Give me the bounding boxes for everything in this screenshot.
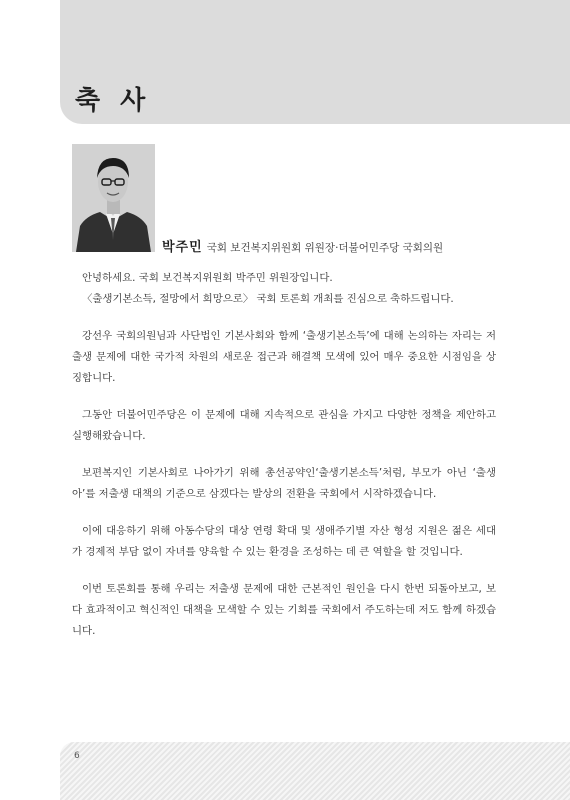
greeting-paragraph xyxy=(72,268,496,310)
footer-band xyxy=(60,742,570,800)
speaker-name: 박주민 xyxy=(162,240,203,255)
body-paragraph: 보편복지인 기본사회로 나아가기 위해 총선공약인‘출생기본소득’처럼, 부모가 아닌 ‘출생아’를 저출생 대책의 기준으로 삼겠다는 발상의 전환을 국회에서 시작하겠습니다. xyxy=(72,467,496,500)
body-paragraph: 강선우 국회의원님과 사단법인 기본사회와 함께 ‘출생기본소득’에 대해 논의하는 자리는 저출생 문제에 대한 국가적 차원의 새로운 접근과 해결책 모색에 있어 매우 중요한 시점임을 상징합니다. xyxy=(72,330,496,384)
congratulatory-message xyxy=(72,268,496,658)
title-char-1: 축 xyxy=(75,86,103,116)
speaker-caption xyxy=(162,236,443,255)
greeting-line: 안녕하세요. 국회 보건복지위원회 박주민 위원장입니다. xyxy=(82,272,333,284)
speaker-portrait xyxy=(72,144,155,252)
speaker-role: 국회 보건복지위원회 위원장·더불어민주당 국회의원 xyxy=(206,242,444,254)
body-paragraph: 이에 대응하기 위해 아동수당의 대상 연령 확대 및 생애주기별 자산 형성 지원은 젊은 세대가 경제적 부담 없이 자녀를 양육할 수 있는 환경을 조성하는 데 큰 역할을 할 것입니다. xyxy=(72,525,496,558)
greeting-line: 〈출생기본소득, 절망에서 희망으로〉 국회 토론회 개최를 진심으로 축하드립니다. xyxy=(82,293,454,305)
body-paragraph: 이번 토론회를 통해 우리는 저출생 문제에 대한 근본적인 원인을 다시 한번 되돌아보고, 보다 효과적이고 혁신적인 대책을 모색할 수 있는 기회를 국회에서 주도하는데 저도 함께 하겠습니다. xyxy=(72,583,496,637)
page-number: 6 xyxy=(74,751,80,761)
title-char-2: 사 xyxy=(120,86,148,116)
body-paragraph: 그동안 더불어민주당은 이 문제에 대해 지속적으로 관심을 가지고 다양한 정책을 제안하고 실행해왔습니다. xyxy=(72,409,496,442)
page-title xyxy=(75,80,147,117)
